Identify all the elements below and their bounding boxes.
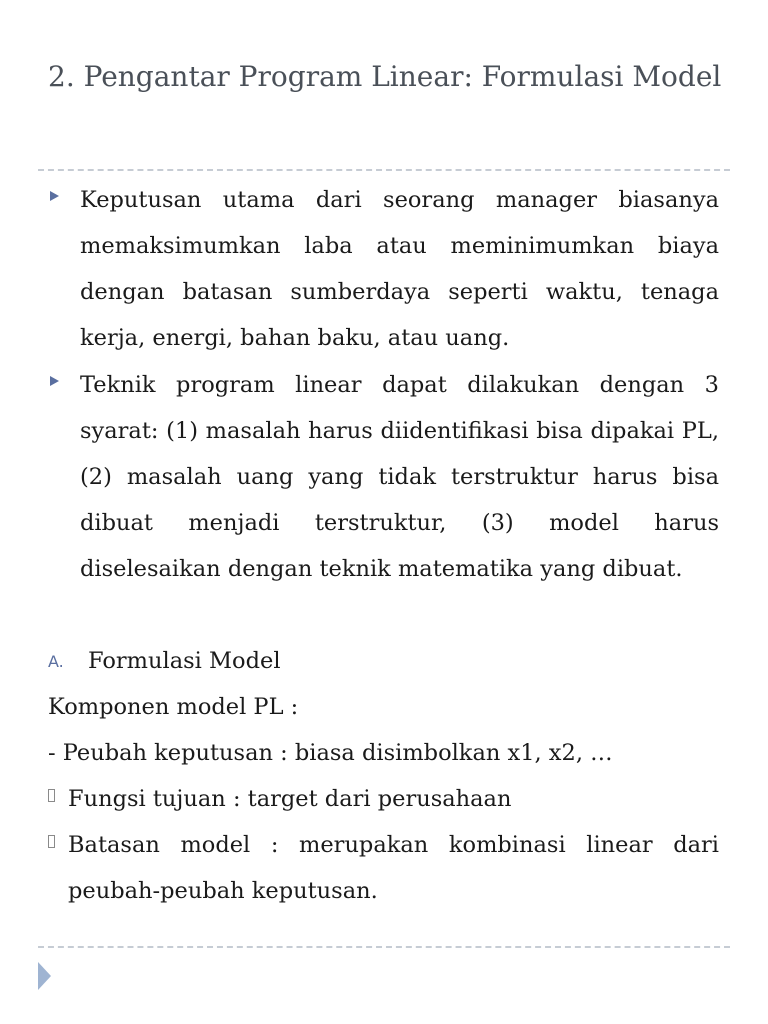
- bullet-marker-icon: [50, 191, 59, 201]
- next-slide-arrow-icon[interactable]: [38, 962, 51, 990]
- bullet-item-linear-programming-conditions: Teknik program linear dapat dilakukan dengan 3 syarat: (1) masalah harus diidentifikasi bisa dipakai PL, (2) masalah uang yang tidak terstruktur harus bisa dibuat menjadi terstruktur, (3) model harus diselesaikan dengan teknik matematika yang dibuat.: [80, 372, 719, 582]
- bullet-marker-icon: [50, 376, 59, 386]
- footer-divider: [38, 946, 730, 948]
- components-intro: Komponen model PL :: [48, 694, 299, 720]
- box-bullet-icon: [48, 835, 55, 848]
- title-divider: [38, 169, 730, 171]
- slide-title: 2. Pengantar Program Linear: Formulasi Model: [48, 60, 722, 93]
- model-constraints-item: Batasan model : merupakan kombinasi linear dari peubah-peubah keputusan.: [68, 832, 719, 904]
- objective-function-item: Fungsi tujuan : target dari perusahaan: [68, 786, 512, 812]
- decision-variable-line: - Peubah keputusan : biasa disimbolkan x1, x2, …: [48, 740, 613, 766]
- section-letter-marker: A.: [48, 652, 64, 671]
- box-bullet-icon: [48, 789, 55, 802]
- bullet-item-manager-decision: Keputusan utama dari seorang manager biasanya memaksimumkan laba atau meminimumkan biaya dengan batasan sumberdaya seperti waktu, tenaga kerja, energi, bahan baku, atau uang.: [80, 187, 719, 351]
- section-heading: Formulasi Model: [88, 648, 281, 674]
